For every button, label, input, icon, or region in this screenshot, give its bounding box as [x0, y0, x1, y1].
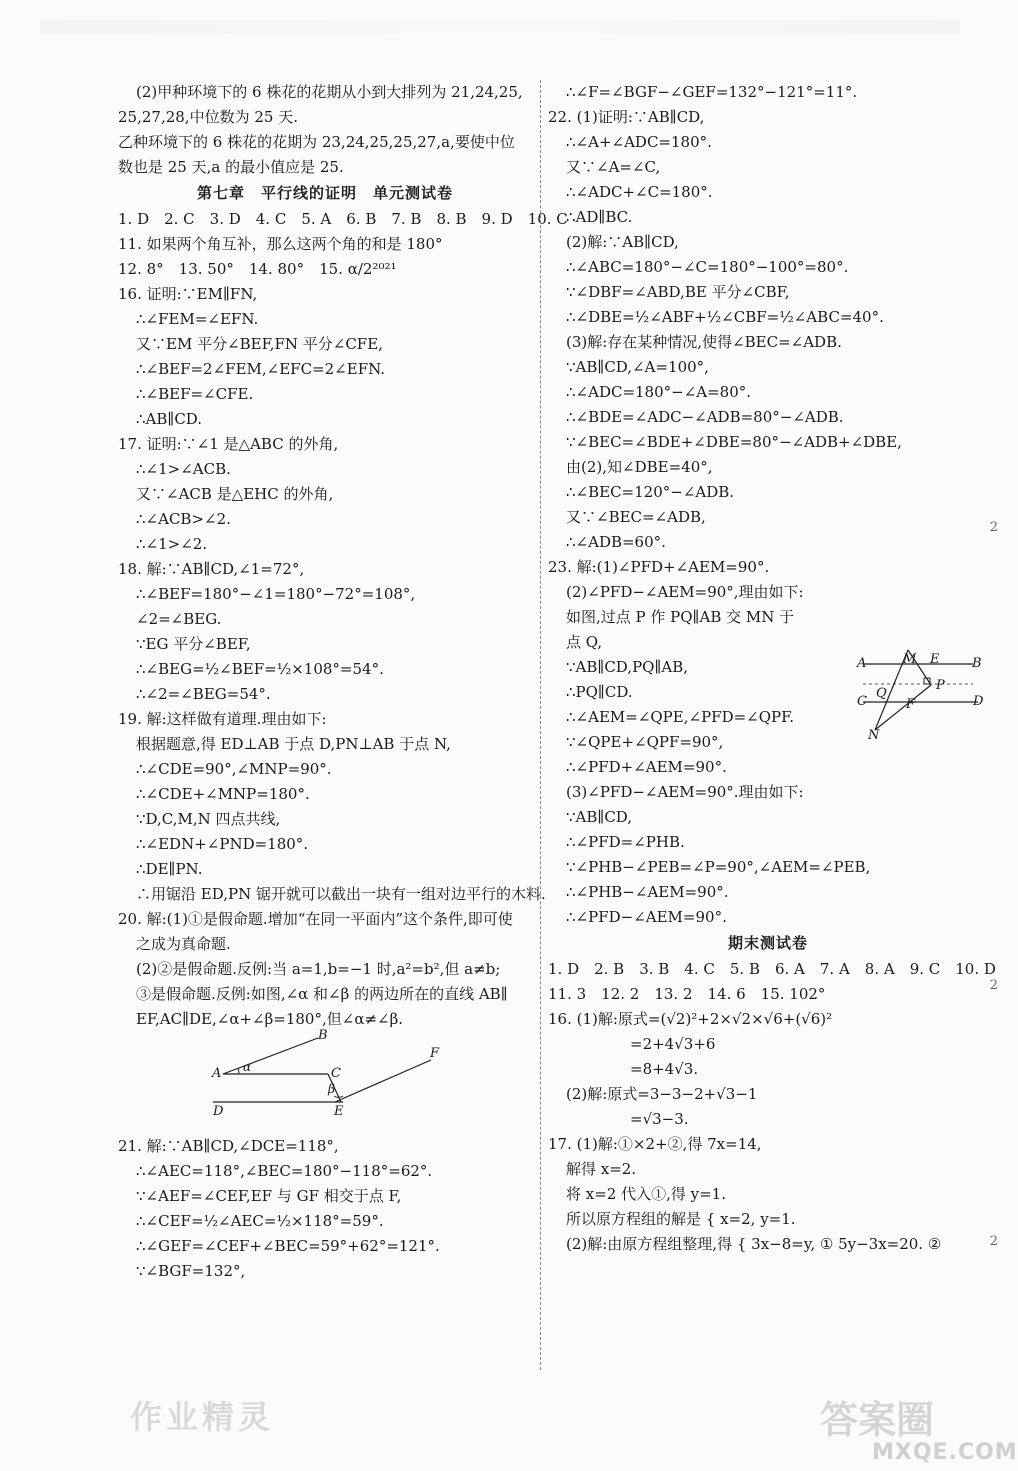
left-line: ∴∠CDE=90°,∠MNP=90°.: [136, 760, 332, 778]
right-line: (2)解:由原方程组整理,得 { 3x−8=y, ① 5y−3x=20. ②: [566, 1235, 942, 1253]
left-line: 之成为真命题.: [136, 935, 231, 953]
edge-mark: 2: [989, 520, 998, 535]
right-line: ∴∠PHB−∠AEM=90°.: [566, 883, 729, 901]
left-line: ∴∠1>∠2.: [136, 535, 208, 553]
right-line: ∴∠PFD+∠AEM=90°.: [566, 758, 727, 776]
left-line: 18. 解:∵AB∥CD,∠1=72°,: [118, 560, 305, 578]
right-line: 解得 x=2.: [566, 1160, 637, 1178]
left-line: 11. 如果两个角互补，那么这两个角的和是 180°: [118, 235, 443, 253]
stamp-text: 作业精灵: [130, 1398, 275, 1436]
left-line: ∴∠BEF=∠CFE.: [136, 385, 254, 403]
edge-mark: 2: [989, 978, 998, 993]
left-line: 17. 证明:∵∠1 是△ABC 的外角,: [118, 435, 339, 453]
right-line: ∴∠BEC=120°−∠ADB.: [566, 483, 735, 501]
right-line: ∵AB∥CD,PQ∥AB,: [566, 658, 689, 676]
left-line: ∴∠CEF=½∠AEC=½×118°=59°.: [136, 1212, 384, 1230]
right-line: =√3−3.: [630, 1110, 689, 1128]
left-line: (2)②是假命题.反例:当 a=1,b=−1 时,a²=b²,但 a≠b;: [136, 960, 501, 978]
edge-mark: 2: [989, 1234, 998, 1249]
fig20-label-beta: β: [328, 1082, 335, 1096]
left-line: ∴∠BEG=½∠BEF=½×108°=54°.: [136, 660, 384, 678]
left-line: ∵∠AEF=∠CEF,EF 与 GF 相交于点 F,: [136, 1187, 402, 1205]
figure-20: [118, 1028, 532, 1130]
left-column: [118, 80, 568, 1284]
right-line: ∴∠A+∠ADC=180°.: [566, 133, 712, 151]
left-line: ∴用锯沿 ED,PN 锯开就可以截出一块有一组对边平行的木料.: [136, 885, 546, 903]
right-line: ∴∠ADC=180°−∠A=80°.: [566, 383, 752, 401]
right-line: (2)解:原式=3−3−2+√3−1: [566, 1085, 758, 1103]
fig23-label-P: P: [936, 678, 945, 693]
right-line: ∴∠AEM=∠QPE,∠PFD=∠QPF.: [566, 708, 794, 726]
left-line: ∴∠EDN+∠PND=180°.: [136, 835, 309, 853]
fig20-label-A: A: [212, 1066, 222, 1081]
right-line: 将 x=2 代入①,得 y=1.: [566, 1185, 726, 1203]
right-line: ∴∠ADB=60°.: [566, 533, 666, 551]
right-line: ∵∠QPE+∠QPF=90°,: [566, 733, 724, 751]
fig23-label-A: A: [857, 656, 867, 671]
right-line: =2+4√3+6: [630, 1035, 716, 1053]
left-line: 又∵EM 平分∠BEF,FN 平分∠CFE,: [136, 335, 383, 353]
right-line: ∴∠PFD=∠PHB.: [566, 833, 685, 851]
left-line: ∵EG 平分∠BEF,: [136, 635, 251, 653]
right-line: =8+4√3.: [630, 1060, 699, 1078]
logo-text: 答案圈: [820, 1398, 935, 1442]
left-line: 根据题意,得 ED⊥AB 于点 D,PN⊥AB 于点 N,: [136, 735, 451, 753]
fig23-label-B: B: [972, 656, 982, 671]
left-line: EF,AC∥DE,∠α+∠β=180°,但∠α≠∠β.: [136, 1010, 404, 1028]
right-line: 23. 解:(1)∠PFD+∠AEM=90°.: [548, 558, 770, 576]
fig20-label-C: C: [331, 1066, 341, 1081]
left-line: ∴AB∥CD.: [136, 410, 203, 428]
left-line: ∴∠1>∠ACB.: [136, 460, 231, 478]
left-line: 乙种环境下的 6 株花的花期为 23,24,25,25,27,a,要使中位: [118, 133, 515, 151]
left-line: ∴∠BEF=2∠FEM,∠EFC=2∠EFN.: [136, 360, 386, 378]
left-line: (2)甲种环境下的 6 株花的花期从小到大排列为 21,24,25,: [136, 83, 523, 101]
left-line: 数也是 25 天,a 的最小值应是 25.: [118, 158, 344, 176]
left-line: ∴∠CDE+∠MNP=180°.: [136, 785, 310, 803]
column-divider: [540, 80, 541, 1370]
right-line: 如图,过点 P 作 PQ∥AB 交 MN 于: [566, 608, 795, 626]
fig23-label-M: M: [903, 652, 917, 667]
scan-smudge: [40, 20, 960, 34]
left-line: ∴DE∥PN.: [136, 860, 203, 878]
left-line: 1. D 2. C 3. D 4. C 5. A 6. B 7. B 8. B 9. D 10. C: [118, 210, 568, 228]
right-line: 17. (1)解:①×2+②,得 7x=14,: [548, 1135, 762, 1153]
fig23-label-D: D: [973, 694, 984, 709]
right-line: 16. (1)解:原式=(√2)²+2×√2×√6+(√6)²: [548, 1010, 833, 1028]
left-line: ∴∠BEF=180°−∠1=180°−72°=108°,: [136, 585, 416, 603]
right-line: 又∵∠A=∠C,: [566, 158, 661, 176]
right-line: ∴∠F=∠BGF−∠GEF=132°−121°=11°.: [566, 83, 858, 101]
left-line: ∴∠ACB>∠2.: [136, 510, 231, 528]
right-line: 由(2),知∠DBE=40°,: [566, 458, 713, 476]
fig20-label-B: B: [318, 1028, 328, 1043]
right-line: (2)∠PFD−∠AEM=90°,理由如下:: [566, 583, 804, 601]
fig20-label-E: E: [334, 1104, 344, 1119]
fig20-label-D: D: [213, 1104, 224, 1119]
right-line: ∴∠ABC=180°−∠C=180°−100°=80°.: [566, 258, 849, 276]
left-line: 19. 解:这样做有道理.理由如下:: [118, 710, 327, 728]
right-line: ∵∠BEC=∠BDE+∠DBE=80°−∠ADB+∠DBE,: [566, 433, 902, 451]
left-line: 25,27,28,中位数为 25 天.: [118, 108, 298, 126]
right-line: 1. D 2. B 3. B 4. C 5. B 6. A 7. A 8. A 9. C 10. D: [548, 960, 996, 978]
section-title: 第七章 平行线的证明 单元测试卷: [196, 184, 453, 202]
right-line: ∵AB∥CD,: [566, 808, 633, 826]
left-line: 20. 解:(1)①是假命题.增加“在同一平面内”这个条件,即可使: [118, 910, 513, 928]
left-line: ∴∠AEC=118°,∠BEC=180°−118°=62°.: [136, 1162, 433, 1180]
right-line: ∵∠DBF=∠ABD,BE 平分∠CBF,: [566, 283, 790, 301]
right-line: ∴∠PFD−∠AEM=90°.: [566, 908, 727, 926]
left-line: ∴∠FEM=∠EFN.: [136, 310, 259, 328]
right-line: (2)解:∵AB∥CD,: [566, 233, 679, 251]
right-line: (3)解:存在某种情况,使得∠BEC=∠ADB.: [566, 333, 842, 351]
left-line: 21. 解:∵AB∥CD,∠DCE=118°,: [118, 1137, 339, 1155]
left-line: 16. 证明:∵EM∥FN,: [118, 285, 258, 303]
right-line: ∴∠ADC+∠C=180°.: [566, 183, 713, 201]
right-line: (3)∠PFD−∠AEM=90°.理由如下:: [566, 783, 804, 801]
left-line: 12. 8° 13. 50° 14. 80° 15. α/2²⁰²¹: [118, 260, 397, 278]
fig23-label-Q: Q: [876, 686, 887, 701]
right-line: ∴∠DBE=½∠ABF+½∠CBF=½∠ABC=40°.: [566, 308, 884, 326]
fig23-label-F: F: [906, 697, 916, 712]
left-line: ∴∠GEF=∠CEF+∠BEC=59°+62°=121°.: [136, 1237, 440, 1255]
right-line: 22. (1)证明:∵AB∥CD,: [548, 108, 705, 126]
left-line: ∴∠2=∠BEG=54°.: [136, 685, 271, 703]
right-line: 点 Q,: [566, 633, 603, 651]
right-line: ∴PQ∥CD.: [566, 683, 633, 701]
section-title: 期末测试卷: [727, 934, 808, 952]
fig20-label-alpha: α: [243, 1060, 252, 1074]
left-line: ∵∠BGF=132°,: [136, 1262, 246, 1280]
fig23-label-N: N: [868, 728, 880, 743]
fig20-label-F: F: [430, 1046, 440, 1061]
right-line: 又∵∠BEC=∠ADB,: [566, 508, 706, 526]
left-line: ③是假命题.反例:如图,∠α 和∠β 的两边所在的直线 AB∥: [136, 985, 508, 1003]
fig23-label-E: E: [930, 652, 940, 667]
right-line: ∴∠BDE=∠ADC−∠ADB=80°−∠ADB.: [566, 408, 844, 426]
logo-svg: [820, 1393, 990, 1443]
left-line: 又∵∠ACB 是△EHC 的外角,: [136, 485, 334, 503]
left-line: ∵D,C,M,N 四点共线,: [136, 810, 281, 828]
right-line: 所以原方程组的解是 { x=2, y=1.: [566, 1210, 796, 1228]
right-line: ∵AB∥CD,∠A=100°,: [566, 358, 709, 376]
fig23-label-C: C: [857, 694, 867, 709]
right-line: ∵∠PHB−∠PEB=∠P=90°,∠AEM=∠PEB,: [566, 858, 871, 876]
right-line: 11. 3 12. 2 13. 2 14. 6 15. 102°: [548, 985, 826, 1003]
watermark-site: MXQE.COM: [872, 1440, 1018, 1465]
right-line: ∴AD∥BC.: [566, 208, 633, 226]
left-line: ∠2=∠BEG.: [136, 610, 222, 628]
